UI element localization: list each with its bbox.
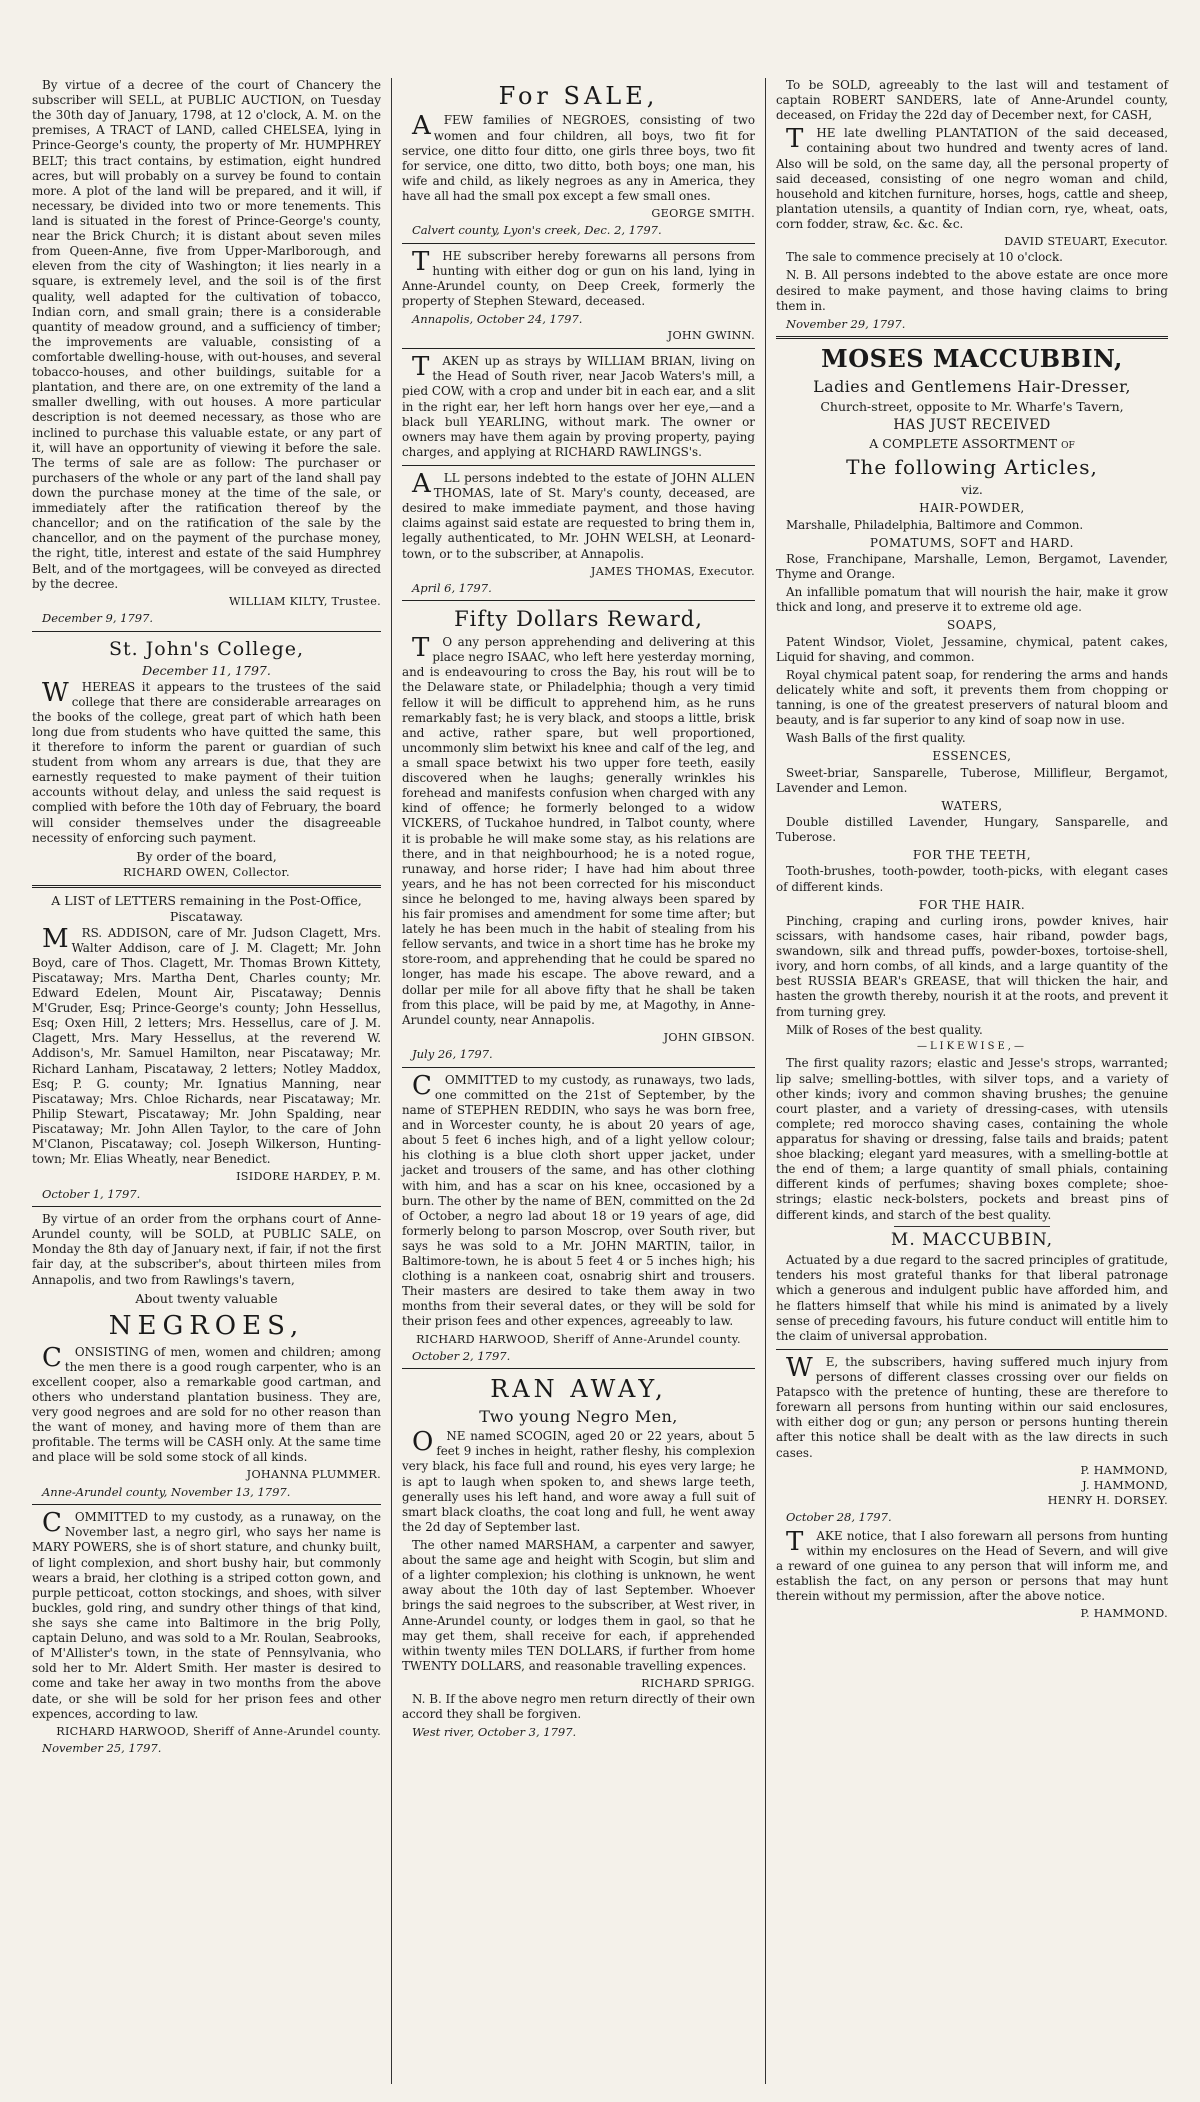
maccubbin-trade: Ladies and Gentlemens Hair-Dresser, [813, 376, 1131, 396]
hammond2-body: TAKE notice, that I also forewarn all persons from hunting within my enclosures on the Head of Severn, and will give a reward of one guinea to any person that will inform me, and establish the fact, on any person or persons that may hunt therein without my permission, after the above notice. [776, 1526, 1168, 1604]
estate-signature: JAMES THOMAS, Executor. [590, 564, 755, 578]
small-divider [894, 1226, 1051, 1227]
negroes-heading: NEGROES, [108, 1310, 305, 1341]
section-title: ESSENCES, [932, 749, 1012, 764]
divider [402, 465, 755, 466]
reward-heading: Fifty Dollars Reward, [454, 607, 703, 632]
committed-signature: RICHARD HARWOOD, Sheriff of Anne-Arundel county. [56, 1724, 381, 1738]
divider [402, 348, 755, 349]
divider [32, 1206, 381, 1207]
section-title: WATERS, [941, 798, 1003, 813]
forsale-heading: For SALE, [498, 82, 659, 110]
forewarn-date: Annapolis, October 24, 1797. [412, 312, 583, 327]
committed-body: COMMITTED to my custody, as a runaway, on the November last, a negro girl, who says her name is MARY POWERS, she is of short stature, and chunky built, of light complexion, and short bushy hair, but commonly wears a braid, her clothing is a striped cotton gown, and purple petticoat, cotton stockings, and shoes, with silver buckles, gold ring, and sundry other things of that kind, she says she came into Baltimore in the brig Polly, captain Deluno, and was sold to a Mr. Roulan, Seabrooks, of M'Allister's town, in the state of Pennsylvania, who sold her to Mr. Aldert Smith. Her master is desired to come and take her away in two months from the above date, or she will be sold for her prison fees and other expences, according to law. [32, 1508, 381, 1721]
maccubbin-section [776, 585, 1168, 615]
college-order: By order of the board, [136, 848, 277, 864]
maccubbin-section [776, 749, 1168, 795]
ranaway-ad [402, 1374, 755, 1740]
section-text: Wash Balls of the first quality. [786, 731, 966, 746]
section-text: Patent Windsor, Violet, Jessamine, chymical, patent cakes, Liquid for shaving, and common. [776, 634, 1168, 664]
ranaway-signature: RICHARD SPRIGG. [641, 1676, 755, 1690]
section-title: FOR THE HAIR. [918, 897, 1026, 912]
section-title: POMATUMS, SOFT and HARD. [869, 535, 1075, 550]
maccubbin-viz: viz. [961, 482, 983, 498]
hammond-sig-3: HENRY H. DORSEY. [1047, 1494, 1168, 1508]
hammond-sig-1: P. HAMMOND, [1080, 1463, 1168, 1477]
hammond2-signature: P. HAMMOND. [1080, 1607, 1168, 1621]
college-notice [32, 637, 381, 880]
letters-date: October 1, 1797. [42, 1186, 141, 1201]
hammond-notice-ad [776, 1526, 1168, 1622]
negroes-body: CONSISTING of men, women and children; among the men there is a good rough carpenter, who is an excellent cooper, also a remarkable good cartman, and others who understand plantation business. They are, very good negroes and are sold for no other reason than the want of money, and having more of them than are profitable. The terms will be CASH only. At the same time and place will be sold some stock of all kinds. [32, 1342, 381, 1465]
chancery-signature: WILLIAM KILTY, Trustee. [228, 594, 381, 608]
ranaway-heading: RAN AWAY, [490, 1375, 667, 1404]
maccubbin-section [776, 501, 1168, 532]
section-text: Pinching, craping and curling irons, powder knives, hair scissars, with handsome cases, hair riband, powder bags, swandown, silk and thread puffs, powder-boxes, tortoise-shell, ivory, and horn combs, of all kinds, and a large quantity of the best RUSSIA BEAR's GREASE, that will thicken the hair, and hasten the growth thereby, nourish it at the roots, and prevent it from turning grey. [776, 913, 1168, 1019]
divider [32, 631, 381, 632]
likewise-body: The first quality razors; elastic and Jesse's strops, warranted; lip salve; smelling-bottles, with silver tops, and a variety of other kinds; ivory and common shaving brushes; the genuine court plaster, and a variety of dressing-cases, with utensils complete; red morocco shaving cases, containing the whole apparatus for shaving or dressing, false tails and braids; patent shoe blacking; elegant yard measures, with a smelling-bottle at the end of them; a large quantity of small phials, containing different kinds of perfumes; shaving boxes complete; shoe-strings; elastic neck-bolsters, pockets and breast pins of different kinds, and starch of the best quality. [776, 1056, 1168, 1222]
college-date: December 11, 1797. [142, 662, 271, 678]
section-text: Royal chymical patent soap, for rendering the arms and hands delicately white and soft, it prevents them from chopping or tanning, is one of the greatest preservers of natural bloom and beauty, and is far superior to any kind of soap now in use. [776, 667, 1168, 728]
thanks-heading: M. MACCUBBIN, [890, 1229, 1054, 1250]
divider [402, 1368, 755, 1369]
forewarn-body: THE subscriber hereby forewarns all persons from hunting with either dog or gun on his land, lying in Anne-Arundel county, on Deep Creek, formerly the property of Stephen Steward, deceased. [402, 246, 755, 309]
forewarn-signature: JOHN GWINN. [667, 328, 755, 342]
chancery-date: December 9, 1797. [42, 610, 154, 625]
divider [32, 1504, 381, 1505]
likewise-ornament: —LIKEWISE,— [917, 1040, 1027, 1052]
divider [32, 885, 381, 888]
sanders-sale-ad [776, 78, 1168, 331]
letters-body: MRS. ADDISON, care of Mr. Judson Clagett, Mrs. Walter Addison, care of J. M. Clagett; Mr. John Boyd, care of Thos. Clagett, Mr. Thomas Brown Kittety, Piscataway; Mrs. Martha Dent, Charles county; Mr. Edward Edelen, Mount Air, Piscataway; Dennis M'Gruder, Esq; Prince-George's county; John Hessellus, Esq; Oxen Hill, 2 letters; Mrs. Hessellus, care of J. M. Clagett, Mrs. Mary Hessellus, at the reverend W. Addison's, Mr. Samuel Hamilton, near Piscataway; Mr. Richard Lanham, Piscataway, 2 letters; Notley Maddox, Esq; P. G. county; Mr. Ignatius Manning, near Piscataway; Mrs. Chloe Richards, near Piscataway; Mr. Philip Stewart, Piscataway; Mr. John Spalding, near Piscataway; Mr. John Allen Taylor, to the care of John M'Clanon, Piscataway; col. Joseph Wilkerson, Hunting-town; Mr. Elias Wheatly, near Benedict. [32, 923, 381, 1167]
hammond-forewarn-ad [776, 1352, 1168, 1525]
ranaway-body-2: The other named MARSHAM, a carpenter and sawyer, about the same age and height with Scogin, but slim and of a lighter complexion; his clothing is unknown, he went away about the 10th day of last September. Whoever brings the said negroes to the subscriber, at West river, in Anne-Arundel county, or lodges them in gaol, so that he may get them, shall receive for each, if apprehended within twenty miles TEN DOLLARS, if further from home TWENTY DOLLARS, and reasonable travelling expences. [402, 1537, 755, 1673]
negroes-intro: By virtue of an order from the orphans court of Anne-Arundel county, will be SOLD, at PUBLIC SALE, on Monday the 8th day of January next, if fair, if not the first fair day, at the subscriber's, about thirteen miles from Annapolis, and two from Rawlings's tavern, [32, 1212, 381, 1287]
sanders-date: November 29, 1797. [786, 316, 906, 331]
section-text: Milk of Roses of the best quality. [786, 1022, 983, 1037]
maccubbin-section [776, 536, 1168, 582]
strays-ad [402, 354, 755, 460]
section-text: Rose, Franchipane, Marshalle, Lemon, Bergamot, Lavender, Thyme and Orange. [776, 551, 1168, 581]
maccubbin-section [776, 848, 1168, 894]
maccubbin-received: HAS JUST RECEIVED [893, 417, 1051, 433]
sanders-body: THE late dwelling PLANTATION of the said deceased, containing about two hundred and twenty acres of land. Also will be sold, on the same day, all the personal property of said deceased, consisting of one negro woman and child, household and kitchen furniture, horses, hogs, cattle and sheep, plantation utensils, a quantity of Indian corn, rye, wheat, oats, corn fodder, straw, &c. &c. &c. [776, 124, 1168, 231]
chancery-body: By virtue of a decree of the court of Chancery the subscriber will SELL, at PUBLIC AUCTION, on Tuesday the 30th day of January, 1798, at 12 o'clock, A. M. on the premises, A TRACT of LAND, called CHELSEA, lying in Prince-George's county, the property of Mr. HUMPHREY BELT; this tract contains, by estimation, eight hundred acres, but will probably on a survey be found to contain more. A plot of the land will be prepared, and it will, if necessary, be divided into two or more tenements. This land is situated in the forest of Prince-George's county, near the Brick Church; it is distant about seven miles from Queen-Anne, five from Upper-Marlborough, and eleven from the city of Washington; it lies nearly in a square, is extremely level, and the soil is of the first quality, well adapted for the cultivation of tobacco, Indian corn, and small grain; there is a considerable quantity of meadow ground, and a sufficiency of timber; the improvements are valuable, consisting of a comfortable dwelling-house, with out-houses, and several tobacco-houses, and other buildings, suitable for a plantation, and there are, on one extremity of the land a smaller dwelling, with out houses. A more particular description is not deemed necessary, as those who are inclined to purchase this valuable estate, or any part of it, will have an opportunity of viewing it before the sale. The terms of sale are as follow: The purchaser or purchasers of the whole or any part of the land shall pay down the purchase money at the time of the sale, or immediately after the ratification thereof by the chancellor; and on the ratification of the sale by the chancellor, and on the payment of the purchase money, the right, title, interest and estate of the said Humphrey Belt, and of the mortgagees, will be conveyed as directed by the decree. [32, 78, 381, 591]
letters-signature: ISIDORE HARDEY, P. M. [236, 1170, 381, 1184]
section-title: SOAPS, [946, 618, 997, 633]
runaways-committed-ad [402, 1070, 755, 1364]
ranaway-date: West river, October 3, 1797. [412, 1725, 577, 1740]
sanders-nb: N. B. All persons indebted to the above estate are once more desired to make payment, and those having claims to bring them in. [776, 268, 1168, 313]
hammond-date: October 28, 1797. [786, 1510, 892, 1525]
maccubbin-articles: The following Articles, [846, 455, 1098, 480]
forsale-ad [402, 81, 755, 238]
maccubbin-section [776, 898, 1168, 1020]
sanders-note: The sale to commence precisely at 10 o'clock. [786, 250, 1063, 265]
maccubbin-section [776, 731, 1168, 746]
forewarn-ad [402, 246, 755, 343]
section-text: Double distilled Lavender, Hungary, Sansparelle, and Tuberose. [776, 814, 1168, 845]
sanders-signature: DAVID STEUART, Executor. [1004, 235, 1168, 249]
section-text: Tooth-brushes, tooth-powder, tooth-picks, with elegant cases of different kinds. [776, 864, 1168, 894]
college-signature: RICHARD OWEN, Collector. [123, 865, 290, 879]
ranaway-sub: Two young Negro Men, [479, 1406, 678, 1426]
forsale-signature: GEORGE SMITH. [651, 207, 755, 221]
maccubbin-ad [776, 344, 1168, 1344]
reward-signature: JOHN GIBSON. [663, 1030, 755, 1044]
reward-body: TO any person apprehending and delivering at this place negro ISAAC, who left here yesterday morning, and is endeavouring to cross the Bay, his rout will be to the Delaware state, or Philadelphia; though a very timid fellow it will be difficult to apprehend him, as he runs remarkably fast; he is very black, and stoops a little, brisk and active, rather spare, but well proportioned, uncommonly slim betwixt his knee and calf of the leg, and a small space betwixt his two upper fore teeth, easily discovered when he laughs; generally wrinkles his forehead and manifests confusion when charged with any kind of offence; he formerly belonged to a widow VICKERS, of Tuckahoe hundred, in Talbot county, where it is probable he will make some stay, as his relations are there, and in that neighbourhood; he is a noted rogue, runaway, and horse rider; I have had him about three years, and he has not been corrected for his misconduct since he belonged to me, having always been spared by his fair promises and amendment for some time after; but lately he has been much in the habit of stealing from his fellow servants, and twice in a short time has he broke my store-room, and apprehending that he could be spared no longer, has made his escape. The above reward, and a dollar per mile for all above fifty that he shall be taken from this place, will be paid by me, at Magothy, in Anne-Arundel county, near Annapolis. [402, 633, 755, 1027]
negroes-about: About twenty valuable [135, 1290, 278, 1306]
maccubbin-section [776, 799, 1168, 845]
estate-date: April 6, 1797. [412, 580, 492, 595]
maccubbin-section [776, 618, 1168, 664]
column-2 [392, 78, 766, 2084]
runaways-body: COMMITTED to my custody, as runaways, two lads, one committed on the 21st of September, by the name of STEPHEN REDDIN, who says he was born free, and in Worcester county, he is about 20 years of age, about 5 feet 6 inches high, and of a light yellow colour; his clothing is a blue cloth short upper jacket, under jacket and trousers of the same, and has other clothing with him, and has a scar on his knee, occasioned by a burn. The other by the name of BEN, committed on the 2d of October, a negro lad about 18 or 19 years of age, did formerly belong to parson Moscrop, over South river, but says he was sold to a Mr. JOHN MARTIN, tailor, in Baltimore-town, he is about 5 feet 4 or 5 inches high; his clothing is a nankeen coat, osnabrig shirt and trousers. Their masters are desired to take them away in two months from their several dates, or they will be sold for their prison fees and other expences, agreeably to law. [402, 1070, 755, 1329]
negroes-signature: JOHANNA PLUMMER. [246, 1468, 381, 1482]
section-text: An infallible pomatum that will nourish the hair, make it grow thick and long, and preserve it to extreme old age. [776, 585, 1168, 615]
section-text: Marshalle, Philadelphia, Baltimore and Common. [786, 517, 1084, 532]
column-3 [766, 78, 1178, 2084]
negroes-date: Anne-Arundel county, November 13, 1797. [42, 1484, 291, 1499]
estate-body: ALL persons indebted to the estate of JOHN ALLEN THOMAS, late of St. Mary's county, deceased, are desired to make immediate payment, and those having claims against said estate are requested to bring them in, legally authenticated, to Mr. JOHN WELSH, at Leonard-town, or to the subscriber, at Annapolis. [402, 468, 755, 561]
runaways-signature: RICHARD HARWOOD, Sheriff of Anne-Arundel county. [416, 1332, 741, 1346]
estate-ad [402, 468, 755, 595]
hammond-body: WE, the subscribers, having suffered much injury from persons of different classes crossing over our fields on Patapsco with the pretence of hunting, these are therefore to forewarn all persons from hunting within our said enclosures, with either dog or gun; any person or persons hunting therein after this notice shall be dealt with as the law directs in such cases. [776, 1352, 1168, 1460]
column-1 [22, 78, 392, 2084]
college-heading: St. John's College, [108, 637, 305, 660]
letters-notice [32, 893, 381, 1201]
divider [402, 1067, 755, 1068]
reward-date: July 26, 1797. [412, 1047, 493, 1062]
college-body: WHEREAS it appears to the trustees of the said college that there are considerable arrearages on the books of the college, great part of which hath been long due from students who have quitted the same, this it therefore to inform the parent or guardian of such student from whom any arrears is due, that they are earnestly requested to make payment of their tuition accounts without delay, and unless the said request is complied with before the 10th day of February, the board will consider themselves under the disagreeable necessity of enforcing such payment. [32, 677, 381, 845]
sanders-intro: To be SOLD, agreeably to the last will and testament of captain ROBERT SANDERS, late of Anne-Arundel county, deceased, on Friday the 22d day of December next, for CASH, [776, 78, 1168, 123]
committed-girl-ad [32, 1510, 381, 1755]
maccubbin-section [776, 1023, 1168, 1038]
negroes-sale-ad [32, 1212, 381, 1499]
maccubbin-assortment: A COMPLETE ASSORTMENT of [869, 436, 1075, 452]
runaways-date: October 2, 1797. [412, 1348, 511, 1363]
ranaway-body-1: ONE named SCOGIN, aged 20 or 22 years, about 5 feet 9 inches in height, rather fleshy, his complexion very black, his face full and round, his eyes very large; he is apt to laugh when spoken to, and shews large teeth, generally uses his left hand, and wore away a full suit of smart black cloaths, the coat long and full, he went away the 2d day of September last. [402, 1427, 755, 1534]
divider [776, 336, 1168, 339]
divider [402, 600, 755, 601]
maccubbin-address: Church-street, opposite to Mr. Wharfe's Tavern, [820, 399, 1124, 415]
strays-body: TAKEN up as strays by WILLIAM BRIAN, living on the Head of South river, near Jacob Waters's mill, a pied COW, with a crop and under bit in each ear, and a slit in the right ear, her left horn hangs over her eye,—and a black bull YEARLING, without mark. The owner or owners may have them again by proving property, paying charges, and applying at RICHARD RAWLINGS's. [402, 352, 755, 459]
maccubbin-section [776, 668, 1168, 728]
hammond-sig-2: J. HAMMOND, [1082, 1478, 1168, 1492]
reward-ad [402, 606, 755, 1061]
forsale-date: Calvert county, Lyon's creek, Dec. 2, 1797. [412, 223, 662, 238]
divider [402, 243, 755, 244]
forsale-body: AFEW families of NEGROES, consisting of two women and four children, all boys, two fit for service, one ditto four ditto, one girls three boys, two fit for service, one ditto, two ditto, both boys; one man, his wife and child, as likely negroes as any in America, they have all had the small pox except a few small ones. [402, 111, 755, 204]
section-title: FOR THE TEETH, [912, 848, 1032, 863]
letters-heading: A LIST of LETTERS remaining in the Post-Office, Piscataway. [51, 892, 362, 924]
chancery-sale-ad [32, 78, 381, 626]
thanks-body: Actuated by a due regard to the sacred principles of gratitude, tenders his most grateful thanks for that liberal patronage which a generous and indulgent public have afforded him, and he flatters himself that while his mind is animated by a lively sense of preceding favours, his future conduct will entitle him to the claim of universal approbation. [776, 1253, 1168, 1343]
section-text: Sweet-briar, Sansparelle, Tuberose, Millifleur, Bergamot, Lavender and Lemon. [776, 765, 1168, 795]
section-title: HAIR-POWDER, [919, 501, 1025, 516]
committed-date: November 25, 1797. [42, 1741, 162, 1756]
maccubbin-name: MOSES MACCUBBIN, [821, 344, 1123, 374]
divider [776, 1349, 1168, 1350]
ranaway-nb: N. B. If the above negro men return directly of their own accord they shall be forgiven. [402, 1692, 755, 1722]
